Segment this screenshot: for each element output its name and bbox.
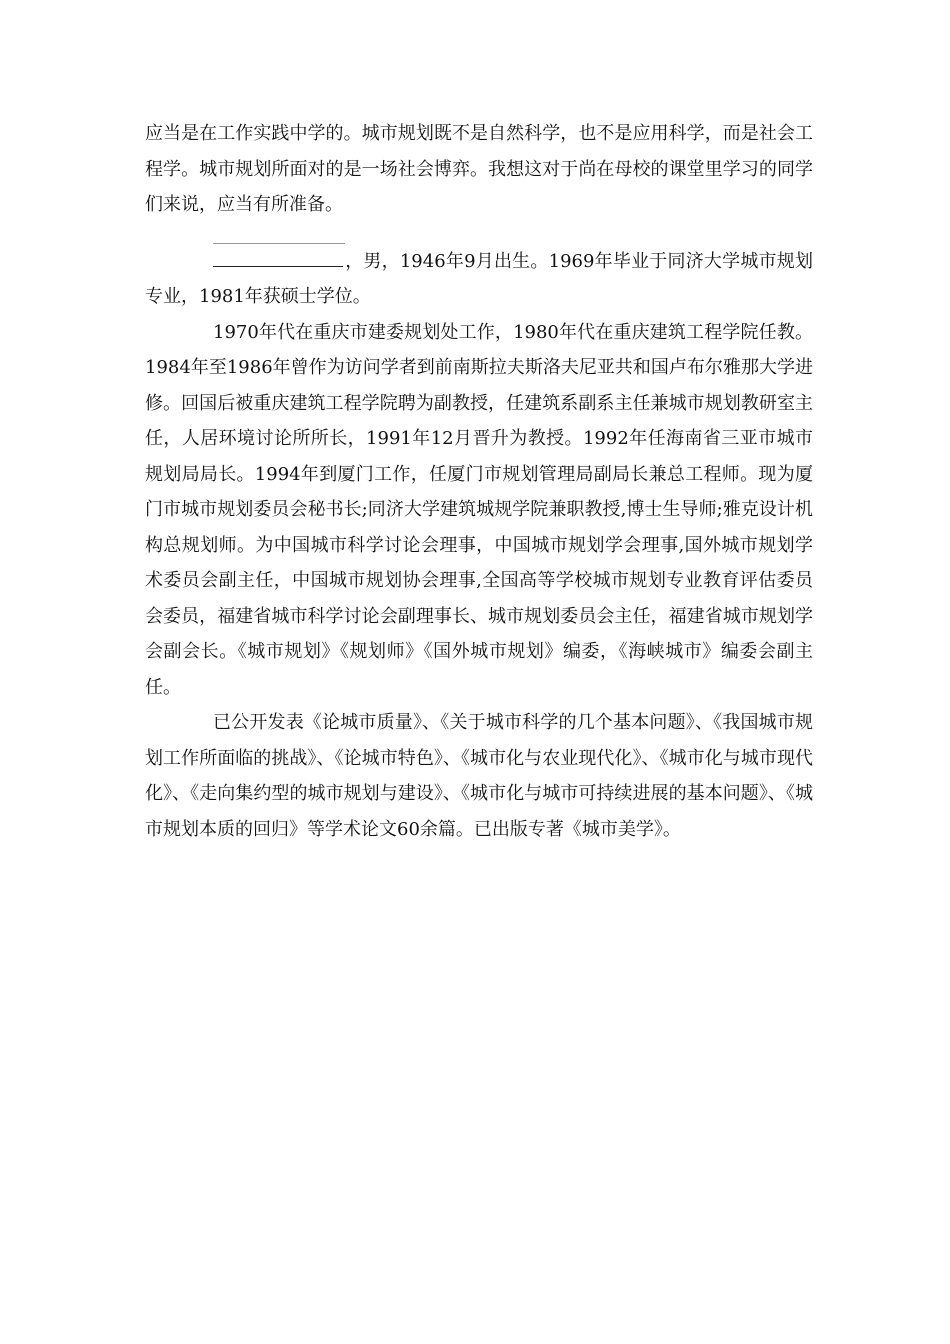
name-blank-line xyxy=(213,250,343,267)
document-body xyxy=(145,116,813,847)
paragraph-continuation: 应当是在工作实践中学的。城市规划既不是自然科学，也不是应用科学，而是社会工程学。城市规划所面对的是一场社会博弈。我想这对于尚在母校的课堂里学习的同学们来说，应当有所准备。 xyxy=(145,123,813,215)
author-intro-text: ，男，1946年9月出生。1969年毕业于同济大学城市规划专业，1981年获硕士学位。 xyxy=(145,250,813,307)
paragraph-career: 1970年代在重庆市建委规划处工作，1980年代在重庆建筑工程学院任教。1984年至1986年曾作为访问学者到前南斯拉夫斯洛夫尼亚共和国卢布尔雅那大学进修。回国后被重庆建筑工程学院聘为副教授，任建筑系副系主任兼城市规划教研室主任，人居环境讨论所所长，1991年12月晋升为教授。1992年任海南省三亚市城市规划局局长。1994年到厦门工作，任厦门市规划管理局副局长兼总工程师。现为厦门市城市规划委员会秘书长;同济大学建筑城规学院兼职教授,博士生导师;雅克设计机构总规划师。为中国城市科学讨论会理事，中国城市规划学会理事,国外城市规划学术委员会副主任，中国城市规划协会理事,全国高等学校城市规划专业教育评估委员会委员，福建省城市科学讨论会副理事长、城市规划委员会主任，福建省城市规划学会副会长。《城市规划》《规划师》《国外城市规划》编委，《海峡城市》编委会副主任。 xyxy=(145,321,813,698)
paragraph-author-intro xyxy=(145,244,813,315)
paragraph-publications: 已公开发表《论城市质量》、《关于城市科学的几个基本问题》、《我国城市规划工作所面临的挑战》、《论城市特色》、《城市化与农业现代化》、《城市化与城市现代化》、《走向集约型的城市规划与建设》、《城市化与城市可持续进展的基本问题》、《城市规划本质的回归》等学术论文60余篇。已出版专著《城市美学》。 xyxy=(145,712,813,840)
